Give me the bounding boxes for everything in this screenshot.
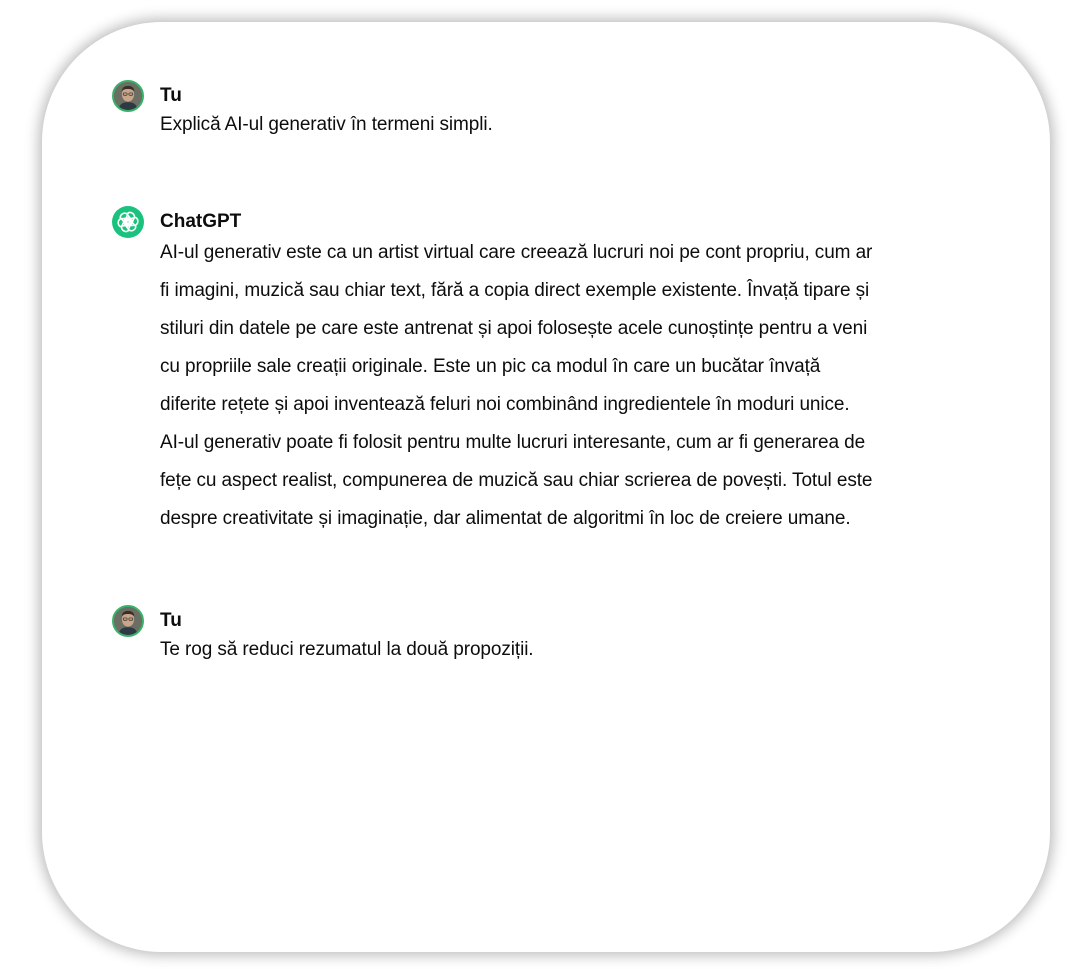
user-avatar-icon	[112, 80, 144, 112]
user-photo	[114, 82, 142, 110]
assistant-message	[112, 206, 990, 538]
user-avatar-icon	[112, 605, 144, 637]
user-message	[112, 80, 990, 144]
message-author: ChatGPT	[160, 211, 242, 232]
message-text: Explică AI-ul generativ în termeni simpli.	[160, 114, 493, 135]
message-text: Te rog să reduci rezumatul la două propoziții.	[160, 639, 534, 660]
user-photo	[114, 607, 142, 635]
user-message	[112, 605, 990, 669]
chatgpt-logo-icon	[112, 206, 144, 238]
message-text: AI-ul generativ este ca un artist virtual care creează lucruri noi pe cont propriu, cum ar fi imagini, muzică sau chiar text, fără a copia direct exemple existente. Învață tipare și stiluri din datele pe care este antrenat și apoi folosește acele cunoștințe pentru a veni cu propriile sale creații originale. Este un pic ca modul în care un bucătar învață diferite rețete și apoi inventează feluri noi combinând ingredientele în moduri unice. AI-ul generativ poate fi folosit pentru multe lucruri interesante, cum ar fi generarea de fețe cu aspect realist, compunerea de muzică sau chiar scrierea de povești. Totul este despre creativitate și imaginație, dar alimentat de algoritmi în loc de creiere umane.	[160, 242, 873, 529]
message-author: Tu	[160, 610, 182, 631]
message-author: Tu	[160, 85, 182, 106]
chat-window	[42, 22, 1050, 952]
chatgpt-logo	[112, 206, 144, 238]
